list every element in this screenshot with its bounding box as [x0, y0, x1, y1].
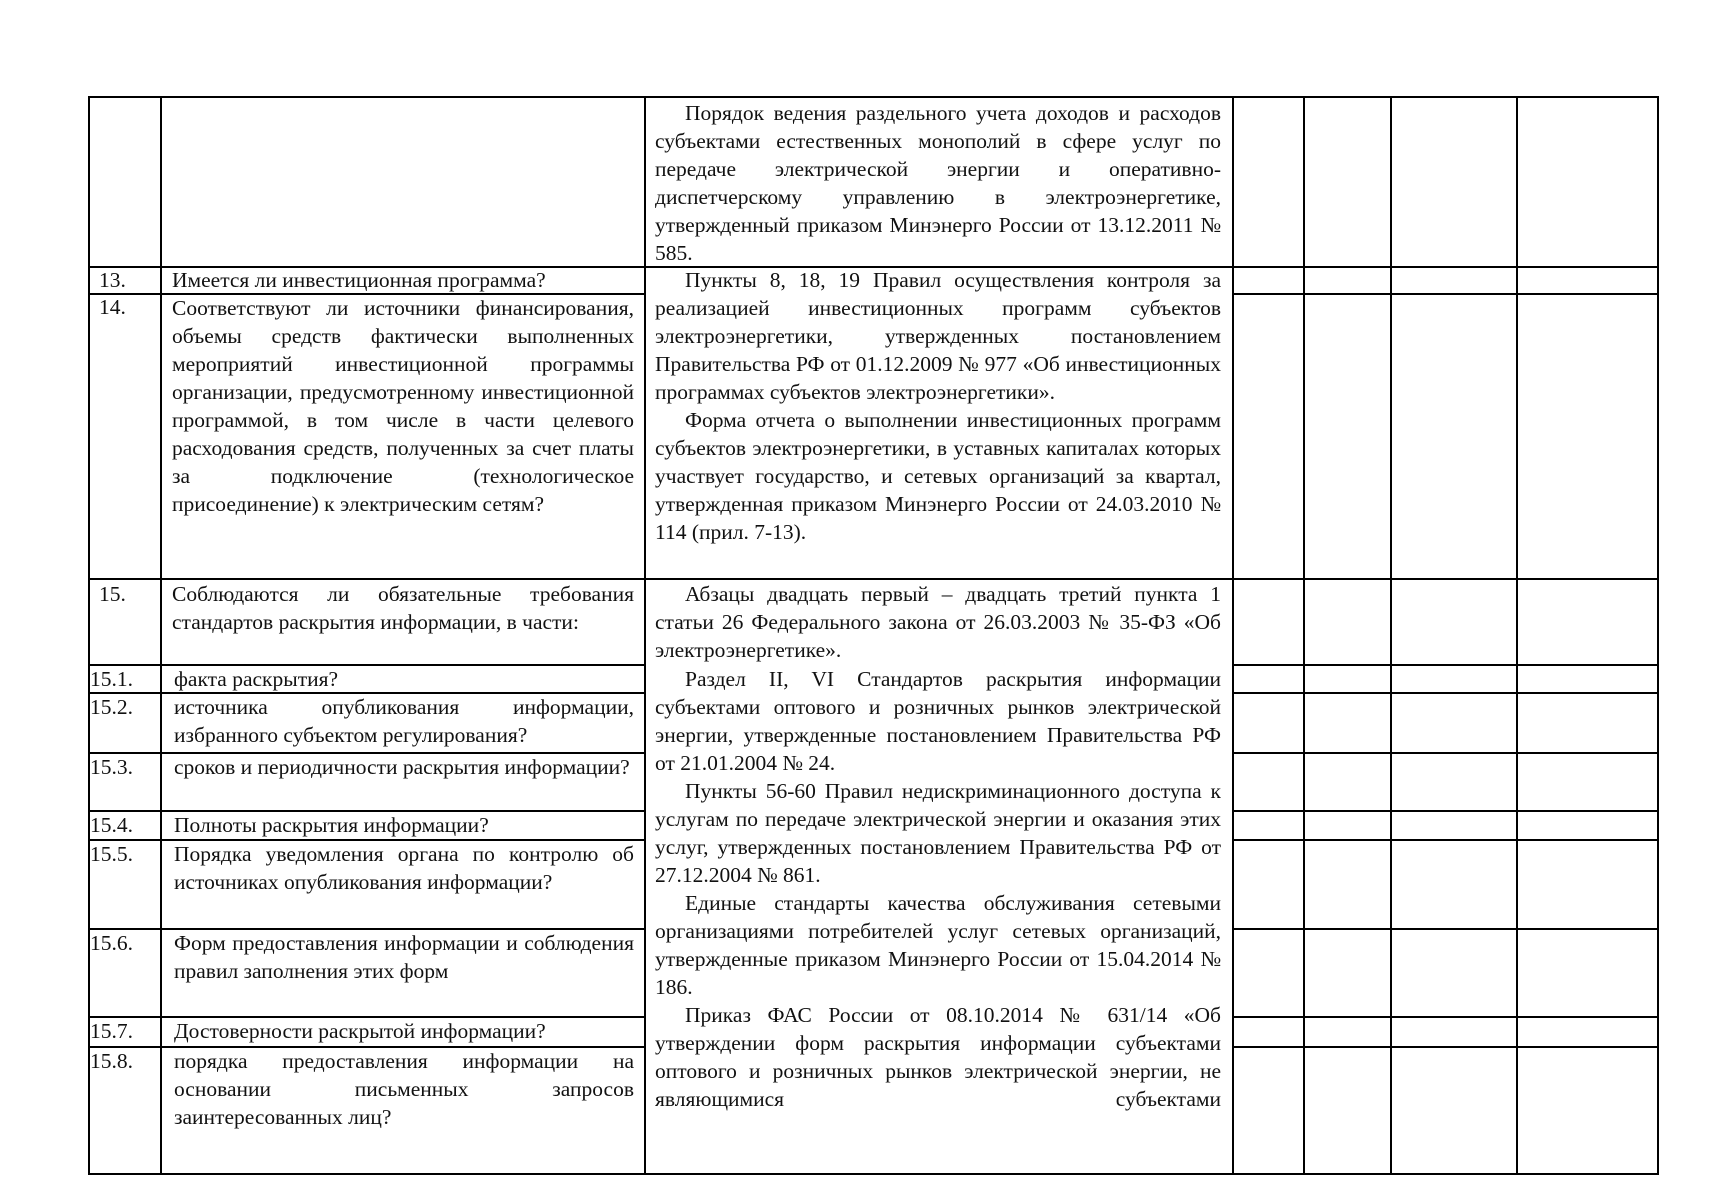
question-15-6: Форм предоставления информации и соблюдения правил заполнения этих форм: [174, 931, 634, 983]
reference-15: Абзацы двадцать первый – двадцать третий пункта 1 статьи 26 Федерального закона от 26.03.2003 № 35-ФЗ «Об электроэнергетике».: [655, 582, 1221, 662]
row-number-15-5: 15.5.: [90, 842, 133, 866]
row-number-15: 15.: [99, 582, 126, 606]
row-number-14: 14.: [99, 295, 126, 319]
row-number-13: 13.: [99, 268, 126, 292]
reference-paragraph: Раздел II, VI Стандартов раскрытия информации субъектами оптового и розничных рынков электрической энергии, утвержденные постановлением Правительства РФ от 21.01.2004 № 24.: [655, 667, 1221, 775]
reference-paragraph: Единые стандарты качества обслуживания сетевыми организациями потребителей услуг сетевых организаций, утвержденные приказом Минэнерго России от 15.04.2014 № 186.: [655, 891, 1221, 999]
reference-paragraph: Пункты 8, 18, 19 Правил осуществления контроля за реализацией инвестиционных программ субъектов электроэнергетики, утвержденных постановлением Правительства РФ от 01.12.2009 № 977 «Об инвестиционных программах субъектов электроэнергетики».: [655, 268, 1221, 404]
row-number-15-2: 15.2.: [90, 695, 133, 719]
reference-continuation: Порядок ведения раздельного учета доходов и расходов субъектами естественных монополий в сфере услуг по передаче электрической энергии и оперативно-диспетчерскому управлению в электроэнергетике, утвержденный приказом Минэнерго России от 13.12.2011 № 585.: [655, 101, 1221, 265]
question-15-5: Порядка уведомления органа по контролю об источниках опубликования информации?: [174, 842, 634, 894]
question-15: Соблюдаются ли обязательные требования стандартов раскрытия информации, в части:: [172, 582, 634, 634]
question-15-3: сроков и периодичности раскрытия информации?: [174, 755, 630, 779]
row-number-15-1: 15.1.: [90, 667, 133, 691]
question-15-7: Достоверности раскрытой информации?: [174, 1019, 546, 1043]
reference-13-14: [655, 266, 1221, 546]
question-14: Соответствуют ли источники финансирования, объемы средств фактически выполненных мероприятий инвестиционной программы организации, предусмотренному инвестиционной программой, в том числе в части целевого расходования средств, полученных за счет платы за подключение (технологическое присоединение) к электрическим сетям?: [172, 296, 634, 516]
reference-15-subitems: [655, 665, 1221, 1113]
row-number-15-4: 15.4.: [90, 813, 133, 837]
question-15-2: источника опубликования информации, избранного субъектом регулирования?: [174, 695, 634, 747]
reference-paragraph: Форма отчета о выполнении инвестиционных программ субъектов электроэнергетики, в уставных капиталах которых участвует государство, и сетевых организаций за квартал, утвержденная приказом Минэнерго России от 24.03.2010 № 114 (прил. 7-13).: [655, 408, 1221, 544]
reference-paragraph: Пункты 56-60 Правил недискриминационного доступа к услугам по передаче электрической энергии и оказания этих услуг, утвержденных постановлением Правительства РФ от 27.12.2004 № 861.: [655, 779, 1221, 887]
row-number-15-8: 15.8.: [90, 1049, 133, 1073]
question-13: Имеется ли инвестиционная программа?: [172, 268, 546, 292]
row-number-15-6: 15.6.: [90, 931, 133, 955]
row-number-15-3: 15.3.: [90, 755, 133, 779]
question-15-8: порядка предоставления информации на основании письменных запросов заинтересованных лиц?: [174, 1049, 634, 1129]
question-15-1: факта раскрытия?: [174, 667, 339, 691]
reference-paragraph: Приказ ФАС России от 08.10.2014 № 631/14 «Об утверждении форм раскрытия информации субъектами оптового и розничных рынков электрической энергии, не являющимися субъектами: [655, 1003, 1221, 1111]
row-number-15-7: 15.7.: [90, 1019, 133, 1043]
question-15-4: Полноты раскрытия информации?: [174, 813, 489, 837]
